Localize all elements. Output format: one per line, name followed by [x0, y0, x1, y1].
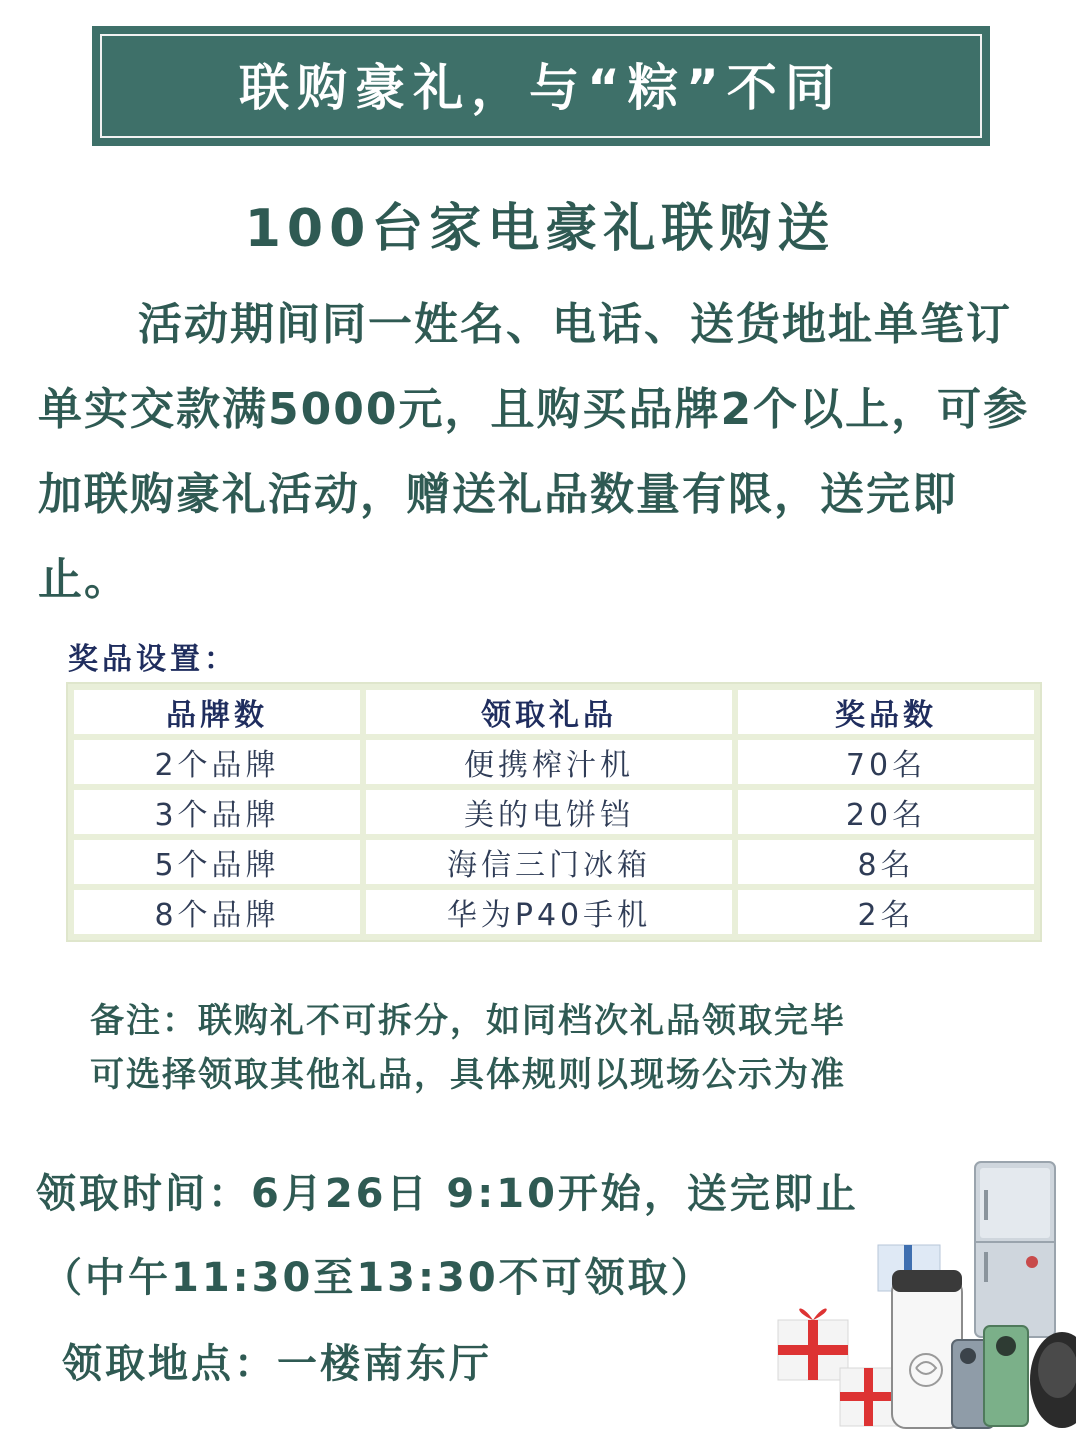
- cell-prize-count: 70名: [738, 740, 1034, 784]
- pickup-time: 领取时间：6月26日 9:10开始，送完即止: [36, 1171, 859, 1217]
- cell-prize-count: 8名: [738, 840, 1034, 884]
- column-header-brand-count: 品牌数: [74, 690, 360, 734]
- cell-brand-count: 5个品牌: [74, 840, 360, 884]
- refrigerator-icon: [975, 1162, 1055, 1337]
- cell-brand-count: 8个品牌: [74, 890, 360, 934]
- title-banner: [92, 26, 990, 146]
- table-row: [74, 740, 1034, 784]
- intro-paragraph: 活动期间同一姓名、电话、送货地址单笔订单实交款满5000元，且购买品牌2个以上，可参加联购豪礼活动，赠送礼品数量有限，送完即止。: [38, 299, 1030, 605]
- cell-prize-count: 20名: [738, 790, 1034, 834]
- column-header-prize-count: 奖品数: [738, 690, 1034, 734]
- page-subtitle: 100台家电豪礼联购送: [244, 199, 836, 259]
- banner-title: 联购豪礼，与“粽”不同: [239, 59, 843, 117]
- prize-heading: 奖品设置：: [68, 642, 238, 677]
- table-row: [74, 840, 1034, 884]
- cell-gift: 华为P40手机: [366, 890, 732, 934]
- robot-vacuum-icon: [1030, 1332, 1076, 1428]
- appliances-gifts-illustration: [770, 1150, 1076, 1440]
- table-row: [74, 890, 1034, 934]
- cell-gift: 海信三门冰箱: [366, 840, 732, 884]
- cell-gift: 美的电饼铛: [366, 790, 732, 834]
- cell-brand-count: 3个品牌: [74, 790, 360, 834]
- cell-gift: 便携榨汁机: [366, 740, 732, 784]
- prize-table: [66, 682, 1042, 942]
- column-header-gift: 领取礼品: [366, 690, 732, 734]
- note-block: [90, 994, 1030, 1102]
- table-header-row: [74, 690, 1034, 734]
- table-row: [74, 790, 1034, 834]
- pickup-location: 领取地点：一楼南东厅: [62, 1341, 492, 1387]
- cell-prize-count: 2名: [738, 890, 1034, 934]
- note-line-1: 备注：联购礼不可拆分，如同档次礼品领取完毕: [90, 1001, 846, 1041]
- pickup-time-exception: （中午11:30至13:30不可领取）: [42, 1255, 714, 1301]
- smartphone-icon: [952, 1326, 1028, 1428]
- note-line-2: 可选择领取其他礼品，具体规则以现场公示为准: [90, 1055, 846, 1095]
- cell-brand-count: 2个品牌: [74, 740, 360, 784]
